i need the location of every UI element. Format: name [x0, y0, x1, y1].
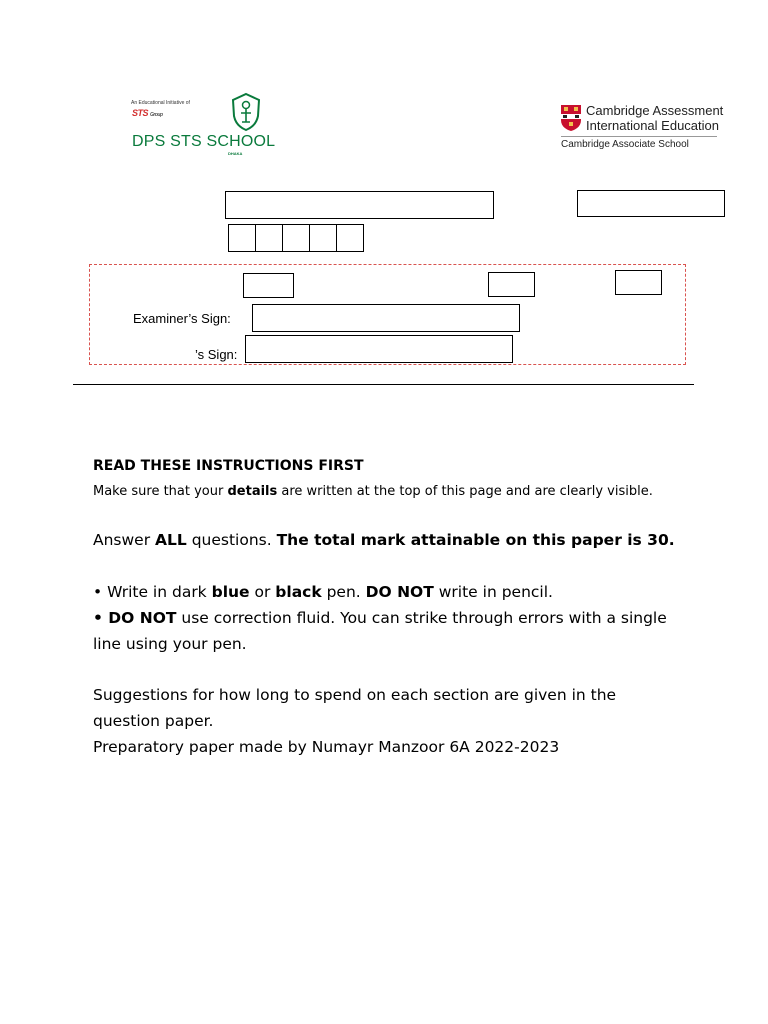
pen-post: write in pencil. [433, 583, 553, 601]
fluid-line [93, 605, 667, 631]
second-sign-field[interactable] [245, 335, 513, 363]
pen-pre: • Write in dark [93, 583, 212, 601]
fluid-bold: • DO NOT [93, 609, 177, 627]
details-post: are written at the top of this page and are clearly visible. [277, 484, 653, 499]
sts-logo [132, 108, 163, 118]
answer-bold1: ALL [155, 531, 187, 549]
details-bold: details [227, 484, 278, 499]
pen-line [93, 579, 553, 605]
cambridge-line3: Cambridge Associate School [561, 139, 689, 150]
digit-box[interactable] [255, 224, 283, 252]
digit-box[interactable] [336, 224, 364, 252]
pen-bold3: DO NOT [365, 583, 434, 601]
divider-line [73, 384, 694, 385]
suggest-line-1: Suggestions for how long to spend on each section are given in the [93, 686, 617, 704]
dps-emblem-icon [230, 92, 262, 132]
cambridge-line1: Cambridge Assessment [586, 103, 724, 118]
class-field[interactable] [577, 190, 725, 217]
mark-box[interactable] [488, 272, 535, 297]
cambridge-line2: International Education [586, 118, 719, 133]
second-sign-label: ’s Sign: [195, 347, 238, 362]
name-field[interactable] [225, 191, 494, 219]
suggest-line-2: question paper. [93, 712, 214, 730]
dps-tagline: An Educational Initiative of [131, 100, 190, 106]
details-line [93, 484, 653, 499]
sts-logo-text: STS [132, 108, 149, 118]
answer-mid: questions. [186, 531, 277, 549]
digit-box[interactable] [282, 224, 310, 252]
digit-box[interactable] [309, 224, 337, 252]
sts-group-text: Group [150, 112, 163, 118]
examiner-sign-field[interactable] [252, 304, 520, 332]
pen-mid2: pen. [321, 583, 366, 601]
examiner-sign-label: Examiner’s Sign: [133, 311, 231, 326]
answer-pre: Answer [93, 531, 156, 549]
digit-box[interactable] [228, 224, 256, 252]
prepared-by: Preparatory paper made by Numayr Manzoor 6A 2022-2023 [93, 738, 560, 756]
answer-line [93, 527, 675, 553]
cambridge-shield-icon [560, 104, 582, 132]
fluid-line1: use correction fluid. You can strike through errors with a single [176, 609, 667, 627]
pen-bold2: black [275, 583, 322, 601]
school-city: DHAKA [228, 151, 243, 156]
mark-box[interactable] [615, 270, 662, 295]
pen-mid: or [249, 583, 276, 601]
answer-bold2: The total mark attainable on this paper is 30. [276, 531, 675, 549]
cambridge-divider [561, 136, 717, 137]
details-pre: Make sure that your [93, 484, 228, 499]
mark-box[interactable] [243, 273, 294, 298]
instructions-heading: READ THESE INSTRUCTIONS FIRST [93, 458, 364, 474]
pen-bold1: blue [211, 583, 250, 601]
school-name: DPS STS SCHOOL [132, 133, 276, 150]
fluid-line-2: line using your pen. [93, 635, 247, 653]
